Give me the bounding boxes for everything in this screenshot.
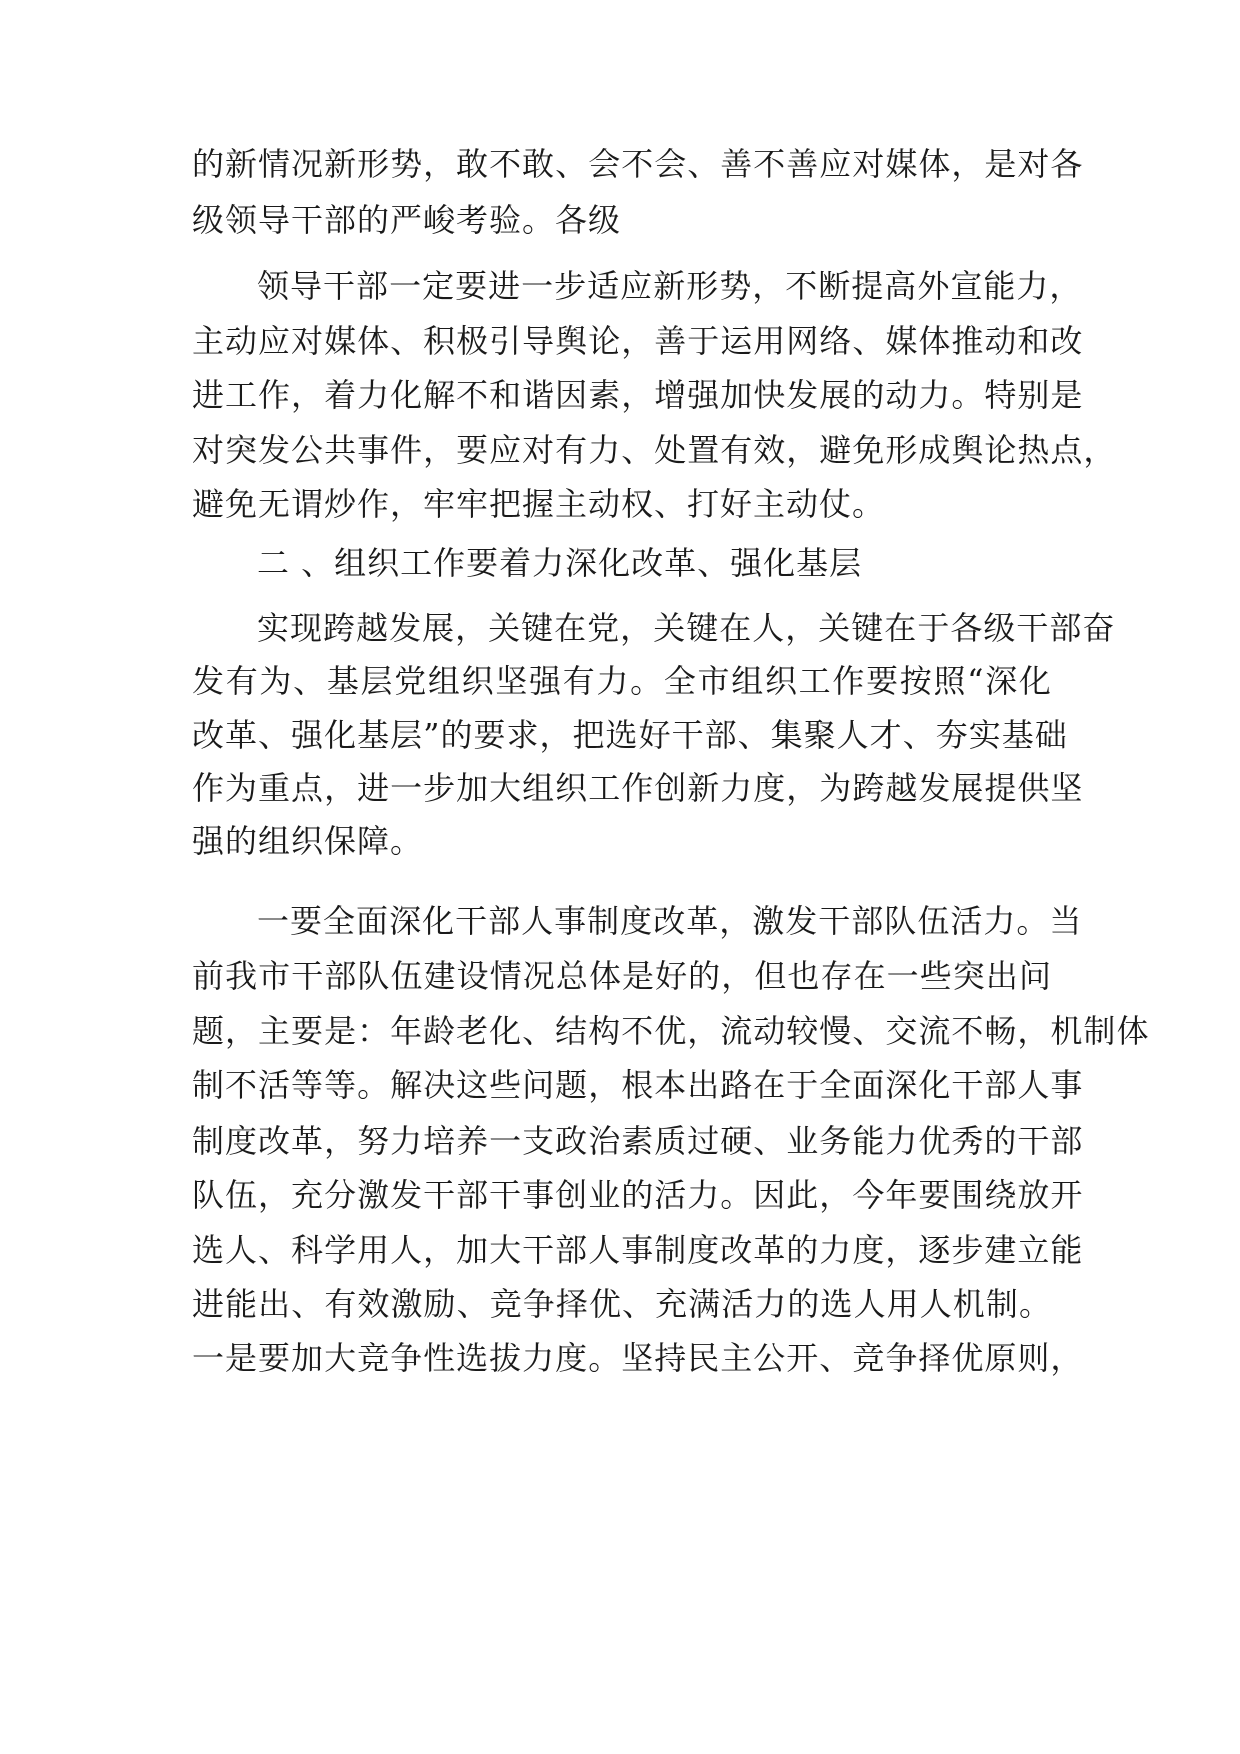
text-line: 进 能 出 、 有 效 激 励 、 竞 争 择 优 、 充 满 活 力 的 选 人 用 人 机 制 。 bbox=[192, 1285, 1052, 1323]
text-line: 的 新 情 况 新 形 势 ， 敢 不 敢 、 会 不 会 、 善 不 善 应 对 媒 体 ， 是 对 各 bbox=[192, 145, 1084, 183]
text-line: 前 我 市 干 部 队 伍 建 设 情 况 总 体 是 好 的 ， 但 也 存 在 一 些 突 出 问 bbox=[192, 957, 1052, 995]
text-line: 级领导干部的严峻考验。各级 bbox=[192, 201, 622, 239]
text-line: 制 度 改 革 ， 努 力 培 养 一 支 政 治 素 质 过 硬 、 业 务 能 力 优 秀 的 干 部 bbox=[192, 1122, 1084, 1160]
text-line: 制 不 活 等 等 。 解 决 这 些 问 题 ， 根 本 出 路 在 于 全 面 深 化 干 部 人 事 bbox=[192, 1066, 1084, 1104]
text-line: 选 人 、 科 学 用 人 ， 加 大 干 部 人 事 制 度 改 革 的 力 度 ， 逐 步 建 立 能 bbox=[192, 1231, 1084, 1269]
text-line: 对 突 发 公 共 事 件 ， 要 应 对 有 力 、 处 置 有 效 ， 避 免 形 成 舆 论 热 点 ， bbox=[192, 431, 1117, 469]
text-line: 避免无谓炒作，牢牢把握主动权、打好主动仗。 bbox=[192, 485, 886, 523]
text-line: 发 有 为 、 基 层 党 组 织 坚 强 有 力 。 全 市 组 织 工 作 要 按 照 “ 深 化 bbox=[192, 662, 1052, 700]
paragraph-first-line: 实 现 跨 越 发 展 ， 关 键 在 党 ， 关 键 在 人 ， 关 键 在 于 各 级 干 部 奋 bbox=[257, 609, 1116, 647]
paragraph-first-line: 领 导 干 部 一 定 要 进 一 步 适 应 新 形 势 ， 不 断 提 高 外 宣 能 力 ， bbox=[257, 267, 1083, 305]
text-line: 作 为 重 点 ， 进 一 步 加 大 组 织 工 作 创 新 力 度 ， 为 跨 越 发 展 提 供 坚 bbox=[192, 769, 1084, 807]
text-line: 强的组织保障。 bbox=[192, 822, 424, 860]
section-heading: 二 、组织工作要着力深化改革、强化基层 bbox=[257, 544, 863, 582]
text-line: 队 伍 ， 充 分 激 发 干 部 干 事 创 业 的 活 力 。 因 此 ， 今 年 要 围 绕 放 开 bbox=[192, 1176, 1084, 1214]
text-line: 题 ， 主 要 是 ： 年 龄 老 化 、 结 构 不 优 ， 流 动 较 慢 、 交 流 不 畅 ， 机 制 体 bbox=[192, 1012, 1150, 1050]
text-line: 进 工 作 ， 着 力 化 解 不 和 谐 因 素 ， 增 强 加 快 发 展 的 动 力 。 特 别 是 bbox=[192, 376, 1084, 414]
text-line: 改 革 、 强 化 基 层 ” 的 要 求 ， 把 选 好 干 部 、 集 聚 人 才 、 夯 实 基 础 bbox=[192, 716, 1068, 754]
paragraph-first-line: 一 要 全 面 深 化 干 部 人 事 制 度 改 革 ， 激 发 干 部 队 伍 活 力 。 当 bbox=[257, 902, 1083, 940]
text-line: 一 是 要 加 大 竞 争 性 选 拔 力 度 。 坚 持 民 主 公 开 、 竞 争 择 优 原 则 ， bbox=[192, 1339, 1084, 1377]
text-line: 主 动 应 对 媒 体 、 积 极 引 导 舆 论 ， 善 于 运 用 网 络 、 媒 体 推 动 和 改 bbox=[192, 322, 1084, 360]
